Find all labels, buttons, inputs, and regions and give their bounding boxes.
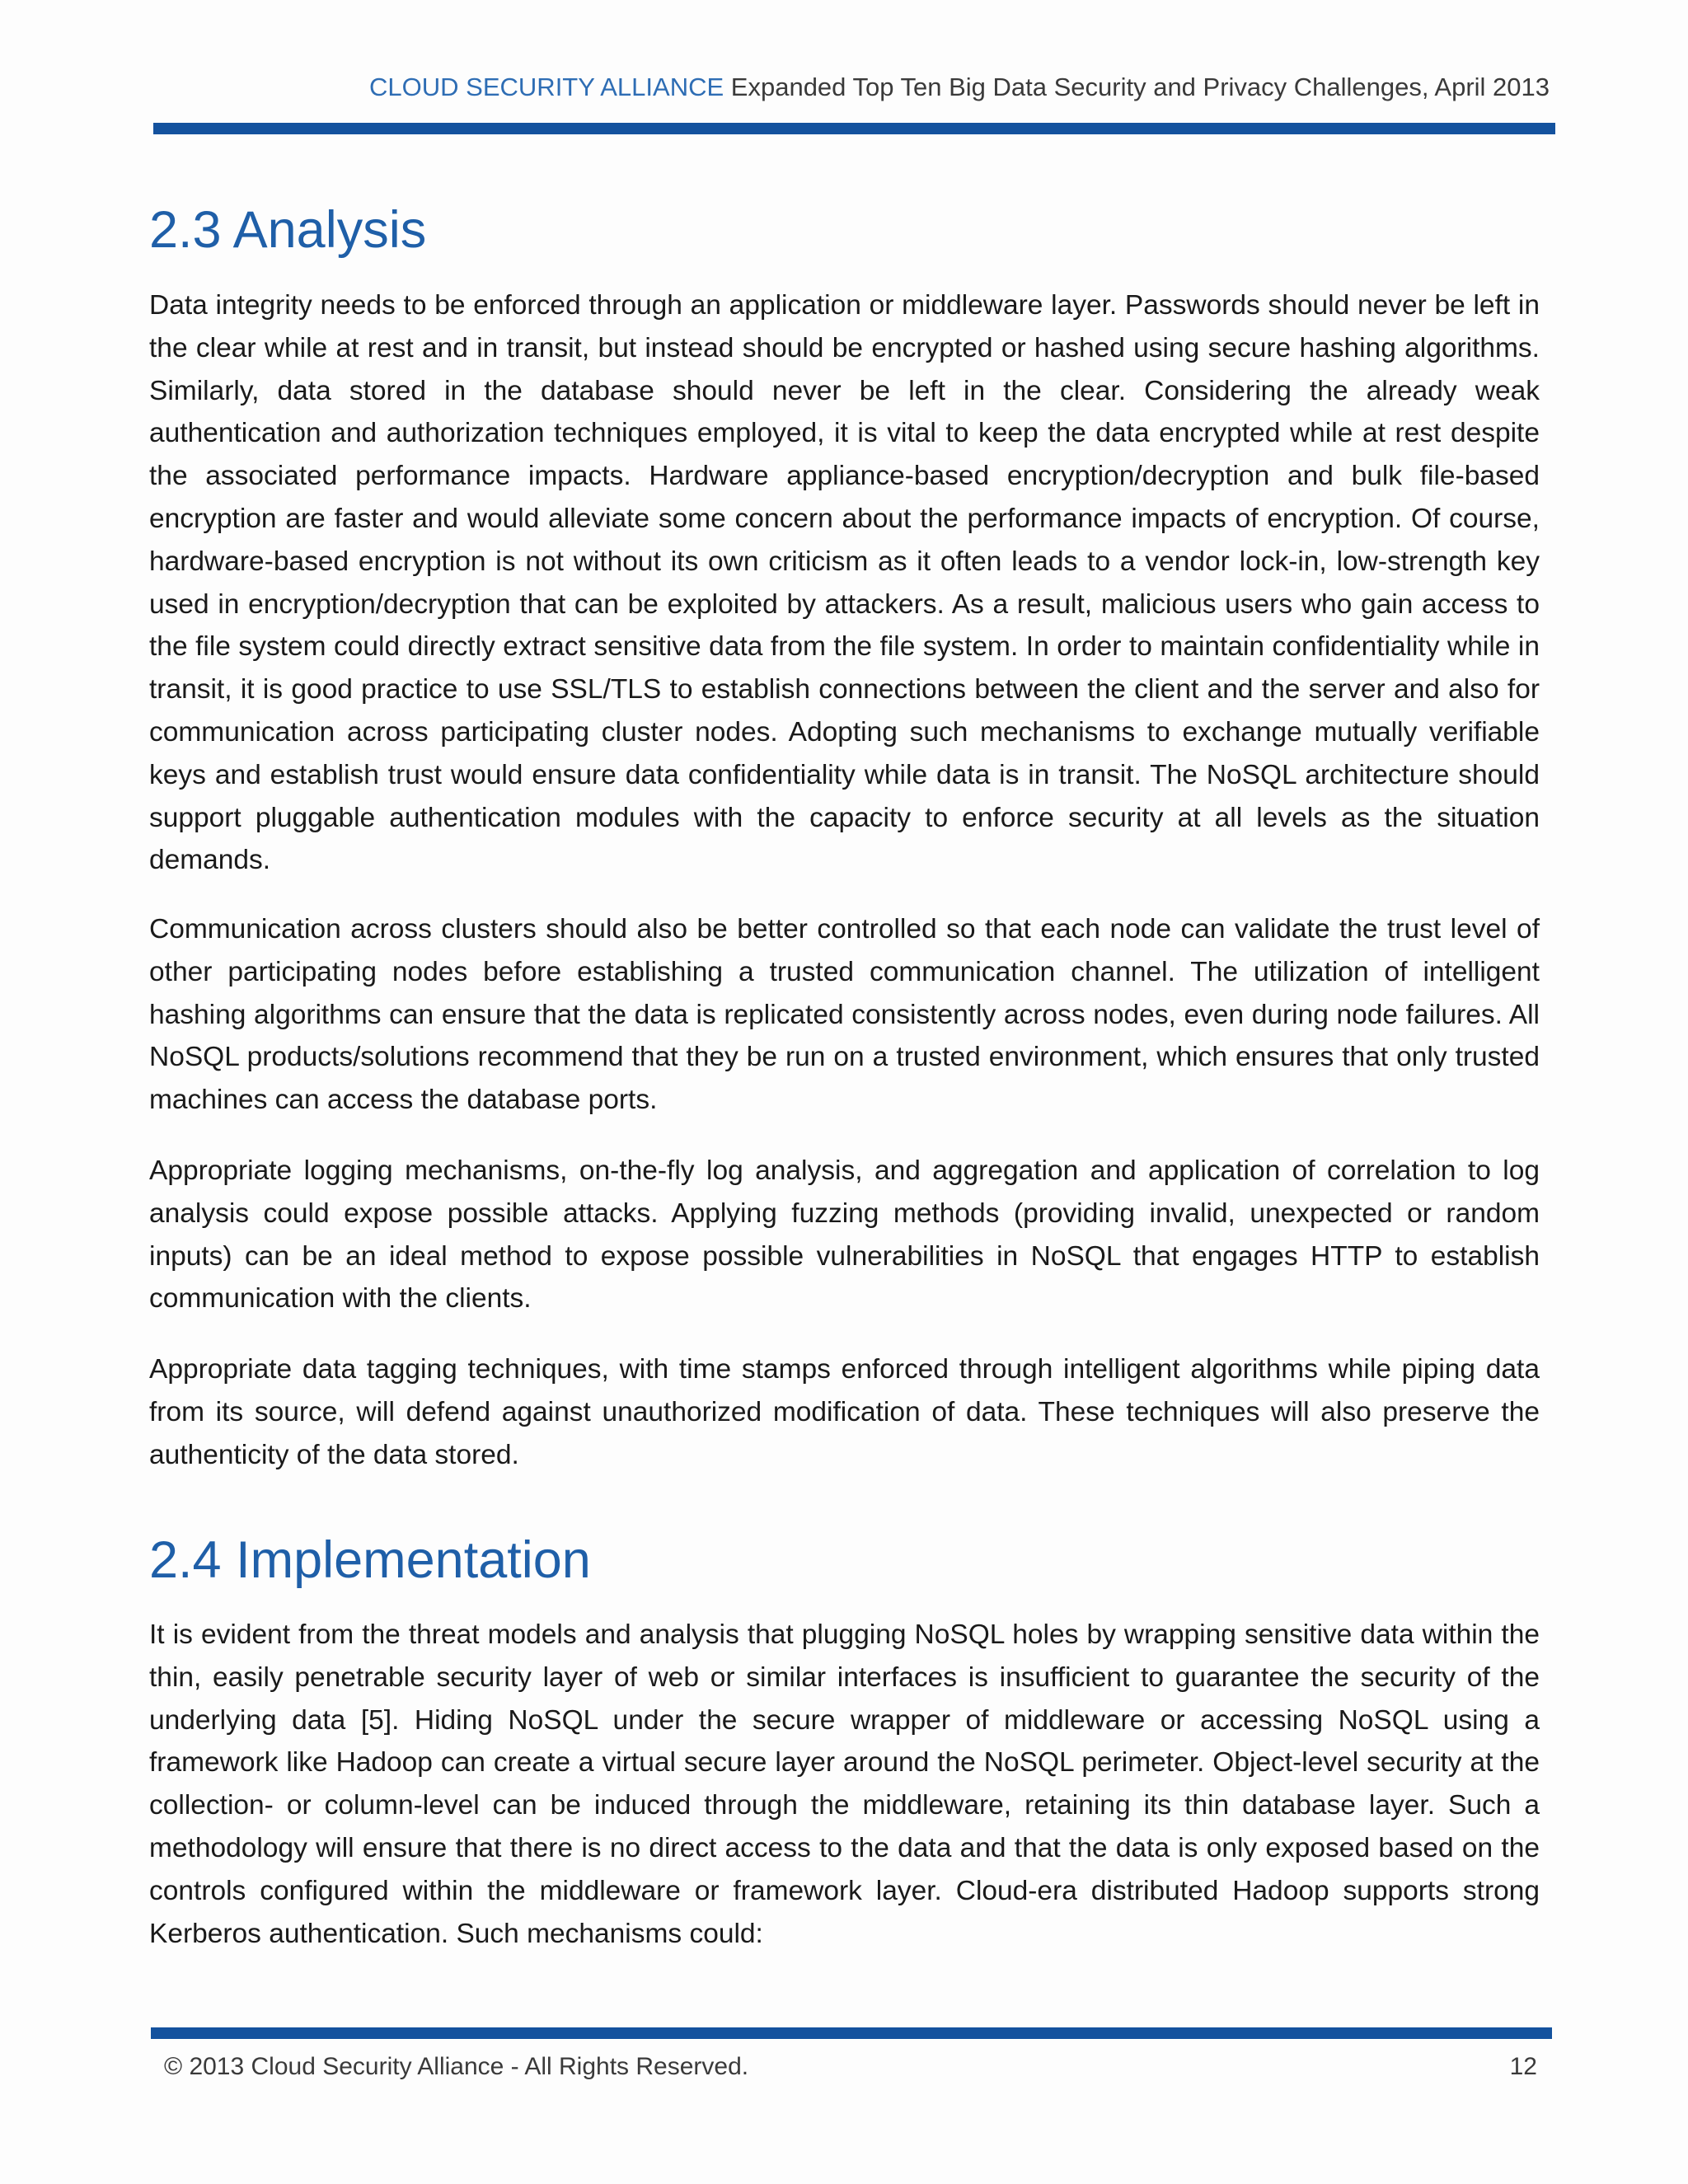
paragraph: Communication across clusters should also be better controlled so that each node can validate the trust level of other participating nodes before establishing a trusted communication channel. The utilization of intelligent hashing algorithms can ensure that the data is replicated consistently across nodes, even during node failures. All NoSQL products/solutions recommend that they be run on a trusted environment, which ensures that only trusted machines can access the database ports. [149,914,1540,1116]
section-heading-analysis: 2.3 Analysis [149,201,427,259]
paragraph: Appropriate data tagging techniques, with time stamps enforced through intelligent algorithms while piping data from its source, will defend against unauthorized modification of data. These techniques will also preserve the authenticity of the data stored. [149,1354,1540,1470]
page-number: 12 [1509,2053,1537,2080]
section-heading-implementation: 2.4 Implementation [149,1531,591,1589]
header-title: Expanded Top Ten Big Data Security and Privacy Challenges, April 2013 [730,73,1550,101]
running-header [369,73,1550,102]
header-rule [153,123,1555,134]
paragraph: It is evident from the threat models and analysis that plugging NoSQL holes by wrapping sensitive data within the thin, easily penetrable security layer of web or similar interfaces is insufficient to guarantee the security of the underlying data [5]. Hiding NoSQL under the secure wrapper of middleware or accessing NoSQL using a framework like Hadoop can create a virtual secure layer around the NoSQL perimeter. Object-level security at the collection- or column-level can be induced through the middleware, retaining its thin database layer. Such a methodology will ensure that there is no direct access to the data and that the data is only exposed based on the controls configured within the middleware or framework layer. Cloud-era distributed Hadoop supports strong Kerberos authentication. Such mechanisms could: [149,1619,1540,1949]
footer-copyright: © 2013 Cloud Security Alliance - All Rights Reserved. [164,2053,749,2080]
footer-rule [151,2027,1552,2039]
header-org: CLOUD SECURITY ALLIANCE [369,73,724,101]
paragraph: Appropriate logging mechanisms, on-the-fly log analysis, and aggregation and application of correlation to log analysis could expose possible attacks. Applying fuzzing methods (providing invalid, unexpected or random inputs) can be an ideal method to expose possible vulnerabilities in NoSQL that engages HTTP to establish communication with the clients. [149,1155,1540,1315]
paragraph: Data integrity needs to be enforced through an application or middleware layer. Passwords should never be left in the clear while at rest and in transit, but instead should be encrypted or hashed using secure hashing algorithms. Similarly, data stored in the database should never be left in the clear. Considering the already weak authentication and authorization techniques employed, it is vital to keep the data encrypted while at rest despite the associated performance impacts. Hardware appliance-based encryption/decryption and bulk file-based encryption are faster and would alleviate some concern about the performance impacts of encryption. Of course, hardware-based encryption is not without its own criticism as it often leads to a vendor lock-in, low-strength key used in encryption/decryption that can be exploited by attackers. As a result, malicious users who gain access to the file system could directly extract sensitive data from the file system. In order to maintain confidentiality while in transit, it is good practice to use SSL/TLS to establish connections between the client and the server and also for communication across participating cluster nodes. Adopting such mechanisms to exchange mutually verifiable keys and establish trust would ensure data confidentiality while data is in transit. The NoSQL architecture should support pluggable authentication modules with the capacity to enforce security at all levels as the situation demands. [149,290,1540,876]
